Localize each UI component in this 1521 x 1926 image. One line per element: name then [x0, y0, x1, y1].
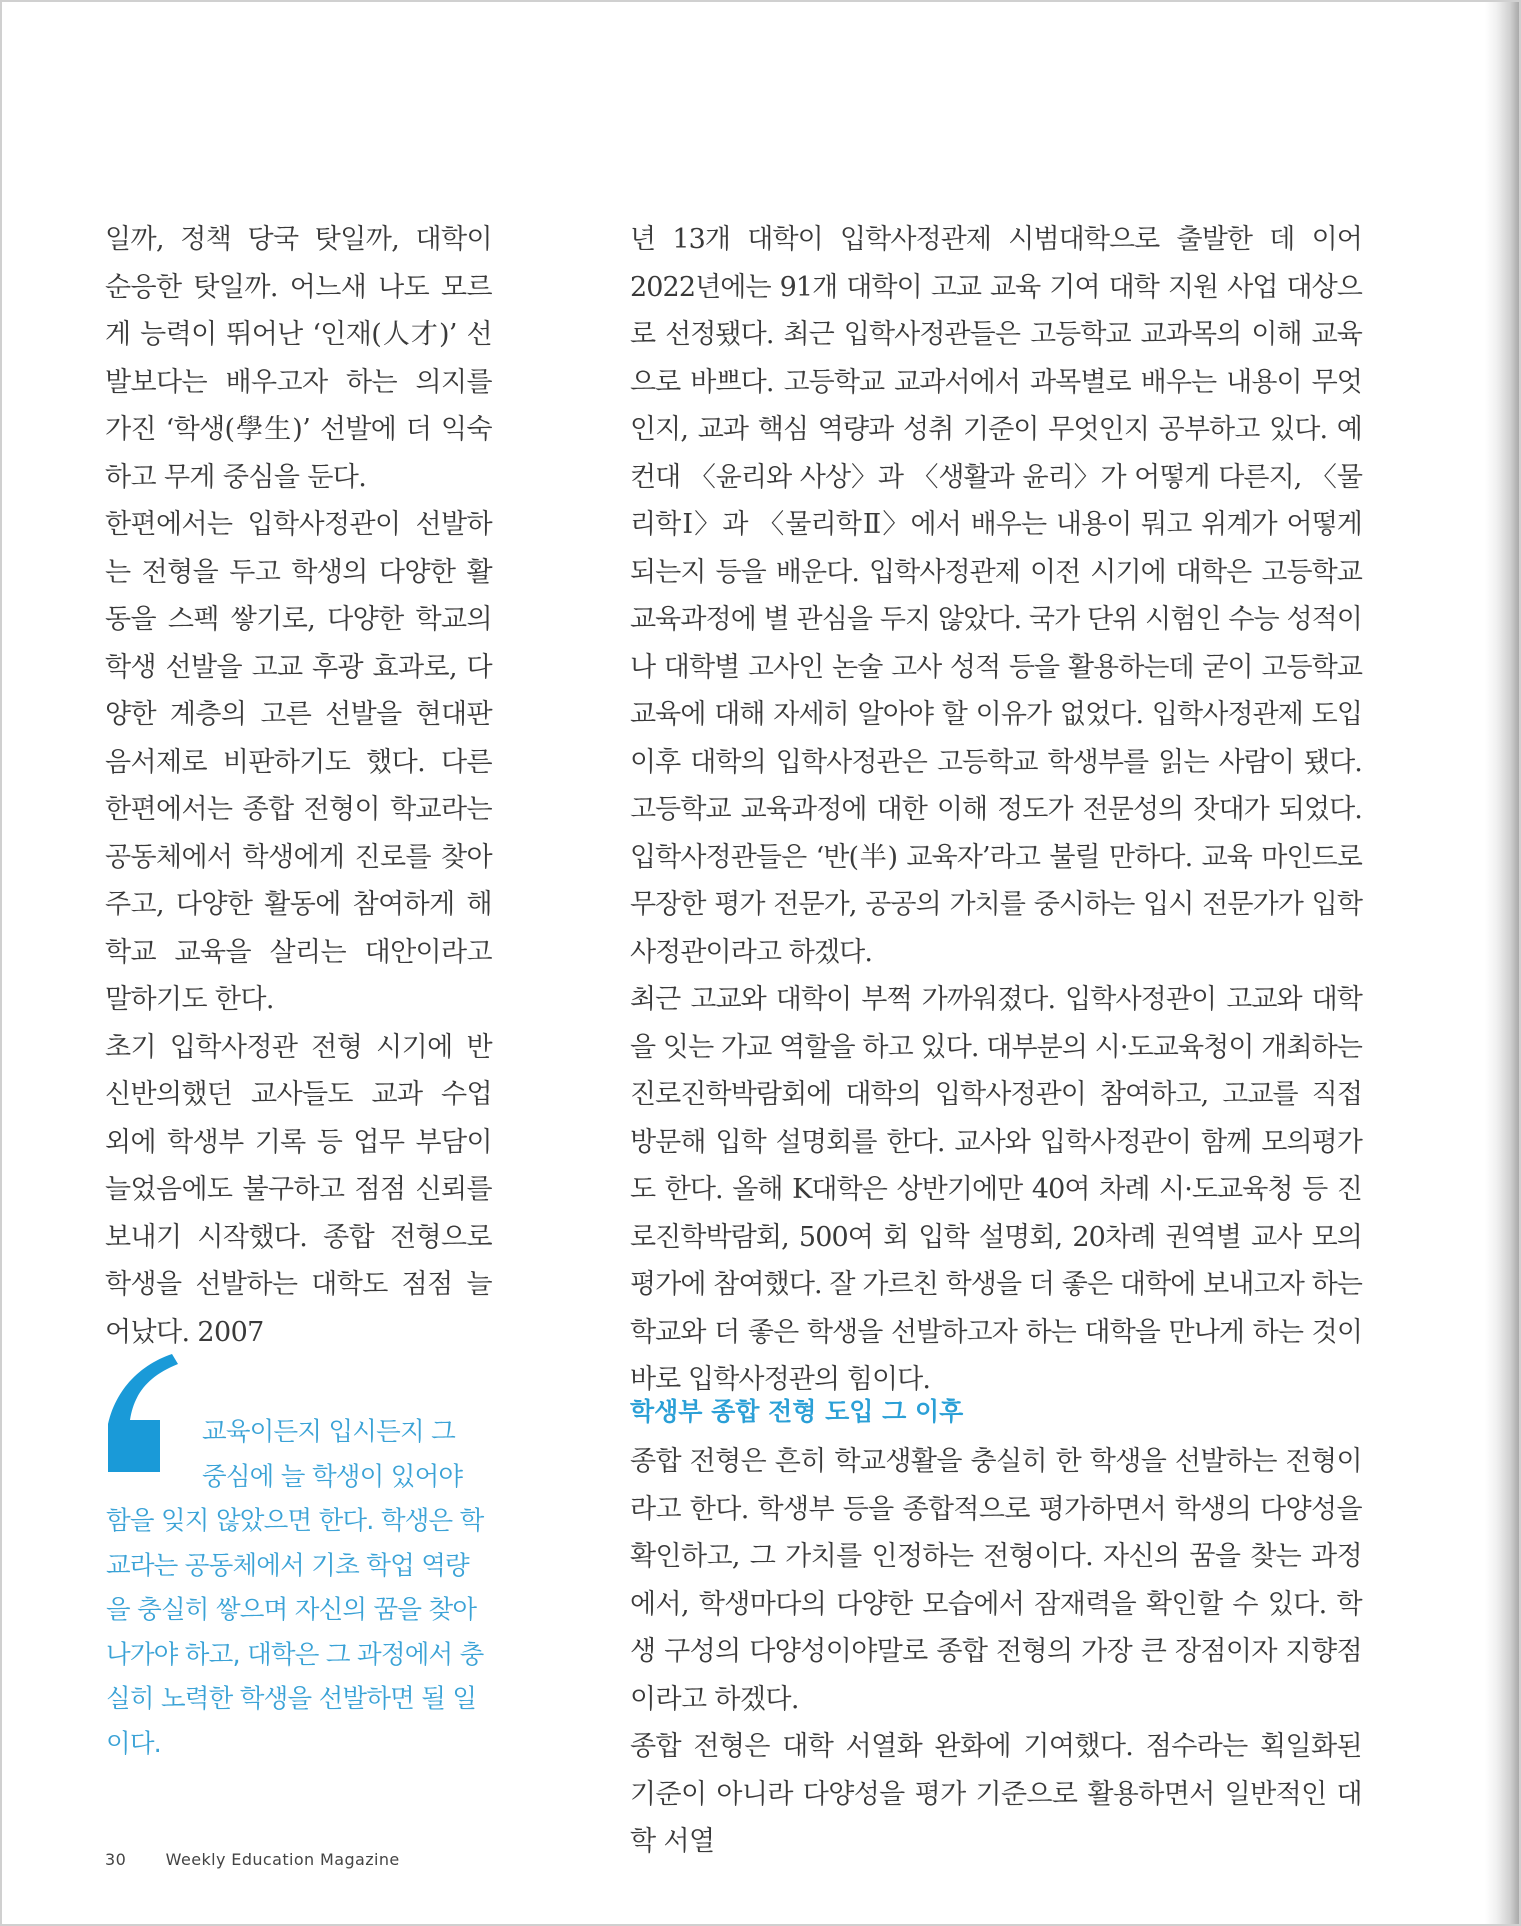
section-body: [630, 1438, 1362, 1866]
pull-quote-line-2: 중심에 늘 학생이 있어야: [202, 1461, 463, 1492]
right-paragraph-1: 년 13개 대학이 입학사정관제 시범대학으로 출발한 데 이어 2022년에는 91개 대학이 고교 교육 기여 대학 지원 사업 대상으로 선정됐다. 최근 입학사정관들은 고등학교 교과목의 이해 교육으로 바쁘다. 고등학교 교과서에서 과목별로 배우는 내용이 무엇인지, 교과 핵심 역량과 성취 기준이 무엇인지 공부하고 있다. 예컨대 〈윤리와 사상〉과 〈생활과 윤리〉가 어떻게 다른지, 〈물리학Ⅰ〉과 〈물리학Ⅱ〉에서 배우는 내용이 뭐고 위계가 어떻게 되는지 등을 배운다. 입학사정관제 이전 시기에 대학은 고등학교 교육과정에 별 관심을 두지 않았다. 국가 단위 시험인 수능 성적이나 대학별 고사인 논술 고사 성적 등을 활용하는데 굳이 고등학교 교육에 대해 자세히 알아야 할 이유가 없었다. 입학사정관제 도입 이후 대학의 입학사정관은 고등학교 학생부를 읽는 사람이 됐다. 고등학교 교육과정에 대한 이해 정도가 전문성의 잣대가 되었다. 입학사정관들은 ‘반(半) 교육자’라고 불릴 만하다. 교육 마인드로 무장한 평가 전문가, 공공의 가치를 중시하는 입시 전문가가 입학사정관이라고 하겠다.: [630, 224, 1362, 968]
pull-quote: [106, 1410, 490, 1766]
page-number: 30: [105, 1850, 127, 1869]
left-column: [105, 216, 492, 1356]
left-paragraph-3: 초기 입학사정관 전형 시기에 반신반의했던 교사들도 교과 수업 외에 학생부 기록 등 업무 부담이 늘었음에도 불구하고 점점 신뢰를 보내기 시작했다. 종합 전형으로 학생을 선발하는 대학도 점점 늘어났다. 2007: [105, 1031, 492, 1348]
left-paragraph-2: 한편에서는 입학사정관이 선발하는 전형을 두고 학생의 다양한 활동을 스펙 쌓기로, 다양한 학교의 학생 선발을 고교 후광 효과로, 다양한 계층의 고른 선발을 현대판 음서제로 비판하기도 했다. 다른 한편에서는 종합 전형이 학교라는 공동체에서 학생에게 진로를 찾아주고, 다양한 활동에 참여하게 해 학교 교육을 살리는 대안이라고 말하기도 한다.: [105, 509, 492, 1015]
page-spine-shadow: [1485, 2, 1519, 1924]
pull-quote-rest: 함을 잊지 않았으면 한다. 학생은 학교라는 공동체에서 기초 학업 역량을 충실히 쌓으며 자신의 꿈을 찾아나가야 하고, 대학은 그 과정에서 충실히 노력한 학생을 선발하면 될 일이다.: [106, 1506, 484, 1759]
magazine-name: Weekly Education Magazine: [165, 1850, 400, 1869]
section-paragraph-2: 종합 전형은 대학 서열화 완화에 기여했다. 점수라는 획일화된 기준이 아니라 다양성을 평가 기준으로 활용하면서 일반적인 대학 서열: [630, 1731, 1362, 1857]
section-heading: 학생부 종합 전형 도입 그 이후: [630, 1397, 964, 1426]
pull-quote-line-1: 교육이든지 입시든지 그: [202, 1417, 455, 1447]
right-paragraph-2: 최근 고교와 대학이 부쩍 가까워졌다. 입학사정관이 고교와 대학을 잇는 가교 역할을 하고 있다. 대부분의 시·도교육청이 개최하는 진로진학박람회에 대학의 입학사정관이 참여하고, 고교를 직접 방문해 입학 설명회를 한다. 교사와 입학사정관이 함께 모의평가도 한다. 올해 K대학은 상반기에만 40여 차례 시·도교육청 등 진로진학박람회, 500여 회 입학 설명회, 20차례 권역별 교사 모의평가에 참여했다. 잘 가르친 학생을 더 좋은 대학에 보내고자 하는 학교와 더 좋은 학생을 선발하고자 하는 대학을 만나게 하는 것이 바로 입학사정관의 힘이다.: [630, 984, 1362, 1395]
section-paragraph-1: 종합 전형은 흔히 학교생활을 충실히 한 학생을 선발하는 전형이라고 한다. 학생부 등을 종합적으로 평가하면서 학생의 다양성을 확인하고, 그 가치를 인정하는 전형이다. 자신의 꿈을 찾는 과정에서, 학생마다의 다양한 모습에서 잠재력을 확인할 수 있다. 학생 구성의 다양성이야말로 종합 전형의 가장 큰 장점이자 지향점이라고 하겠다.: [630, 1446, 1362, 1715]
right-column: [630, 216, 1362, 1404]
page-footer: [105, 1850, 400, 1869]
left-paragraph-1: 일까, 정책 당국 탓일까, 대학이 순응한 탓일까. 어느새 나도 모르게 능력이 뛰어난 ‘인재(人才)’ 선발보다는 배우고자 하는 의지를 가진 ‘학생(學生)’ 선발에 더 익숙하고 무게 중심을 둔다.: [105, 224, 492, 493]
